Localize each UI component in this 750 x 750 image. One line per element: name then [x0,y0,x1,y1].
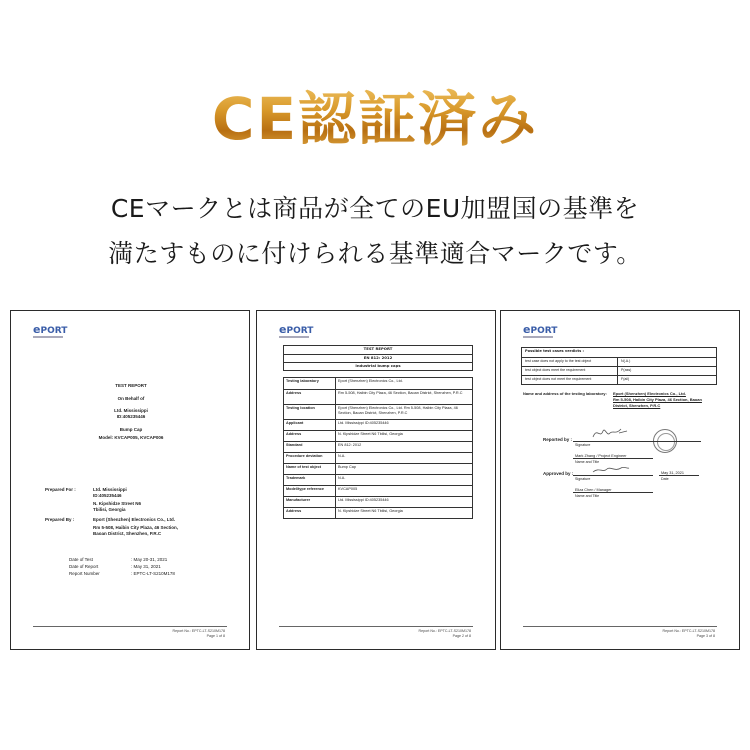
lab-line-2: Rm 5-508, Haibin City Plaza, 46 Section, Baoan [613,397,702,402]
table-row [284,474,472,485]
model-line: Model: KVCAP005, KVCAP006 [98,435,164,440]
report-page-1 [10,310,250,650]
table-row [284,389,472,404]
name-title-label-2: Name and Title [575,494,600,498]
name-title-label: Name and Title [575,460,600,464]
report-page-2 [256,310,496,650]
approved-date: May 31, 2021 [661,471,685,475]
lab-label: Name and address of the testing laboratory: [523,391,607,396]
table-row [284,496,472,507]
date-test-label: Date of Test [69,557,93,562]
verdict-heading: Possible test cases verdicts : [525,349,584,353]
date-report-value: : May 31, 2021 [131,564,161,569]
table-row [284,404,472,419]
prepared-for-1: Ltd. Mississippi [93,487,127,492]
report-header-box [283,345,473,371]
verdict-value: P(ass) [621,368,632,372]
date-test-value: : May 20-31, 2021 [131,557,168,562]
signature-label-2: Signature [575,477,591,481]
row-label: Model/type reference [284,486,336,496]
footer-divider [279,626,473,627]
product-name: Bump Cap [119,427,143,432]
verdict-label: test case does not apply to the test object [522,358,618,366]
row-value: Bump Cap [338,465,356,469]
reporter-name: Mark Zhang / Project Engineer [575,454,627,458]
table-row [284,507,472,518]
page-footer: Report No.: EPTC-LT-S210M178 Page 1 of 8 [172,629,225,638]
report-page-3 [500,310,740,650]
prepared-by-1: Eport (Shenzhen) Electronics Co., Ltd. [93,517,176,522]
report-heading: TEST REPORT [115,383,147,388]
standard-line: EN 812: 2012 [363,355,393,360]
row-label: Name of test object [284,464,336,474]
verdict-row [522,375,716,384]
row-label: Manufacturer [284,497,336,507]
footer-divider [523,626,717,627]
approver-signature [591,463,631,475]
eport-logo: ePORT [523,323,558,336]
verdict-value: N(.A.) [621,359,631,363]
prepared-by-2: Rm 5-508, Haibin City Plaza, 46 Section, [93,525,179,530]
row-value: Rm 5-508, Haibin City Plaza, 46 Section, Baoan District, Shenzhen, P.R.C [338,391,463,395]
reporter-signature [591,425,631,441]
date-report-label: Date of Report [69,564,99,569]
row-label: Address [284,390,336,404]
row-label: Address [284,431,336,441]
org-line-2: ID:405235446 [116,414,146,419]
verdict-row [522,357,716,366]
row-label: Address [284,508,336,518]
page-footer: Report No.: EPTC-LT-S210M178 Page 3 of 8 [662,629,715,638]
lab-line-1: Eport (Shenzhen) Electronics Co., Ltd. [613,391,686,396]
prepared-for-3: N. Kipshidze Street N6 [93,501,142,506]
eport-logo: ePORT [279,323,314,336]
verdicts-table [521,347,717,385]
report-heading: TEST REPORT [363,346,393,351]
row-value: N.A. [338,454,346,458]
row-value: Eport (Shenzhen) Electronics Co., Ltd. Rm 5-508, Haibin City Plaza, 46 Section, Baoan District, Shenzhen, P.R.C [338,406,458,415]
prepared-for-4: Tbilisi, Georgia [93,507,126,512]
report-number-label: Report Number [69,571,100,576]
verdict-row [522,366,716,375]
table-row [284,419,472,430]
table-row [284,430,472,441]
table-row [284,452,472,463]
date-label: Date [661,477,669,481]
verdict-value: F(ail) [621,377,630,381]
reported-by-label: Reported by : [543,437,573,442]
report-details-table [283,377,473,519]
logo-underline [33,336,63,338]
signature-label: Signature [575,443,591,447]
row-label: Testing location [284,405,336,419]
row-value: KVCAP005 [338,487,358,491]
row-value: N. Kipshidze Street N6 Tbilisi, Georgia [338,432,403,436]
row-value: Eport (Shenzhen) Electronics Co., Ltd. [338,379,403,383]
prepared-by-3: Baoan District, Shenzhen, P.R.C [93,531,162,536]
row-label: Testing laboratory [284,378,336,389]
row-label: Trademark [284,475,336,485]
approver-name: Eliza Chen / Manager [575,488,612,492]
verdict-label: test object does meet the requirement [522,367,618,375]
table-row [284,441,472,452]
prepared-for-2: ID:405235446 [93,493,122,498]
logo-underline [279,336,309,338]
org-line-1: Ltd. Mississippi [114,408,148,413]
page-title: CE認証済み [0,72,750,156]
report-number-value: : EPTC-LT-S210M178 [131,571,175,576]
row-label: Applicant [284,420,336,430]
lab-line-3: District, Shenzhen, P.R.C [613,403,661,408]
prepared-for-label: Prepared For : [45,487,76,492]
subtitle-line-1: CEマークとは商品が全てのEU加盟国の基準を [110,194,640,223]
table-row [284,378,472,389]
row-value: EN 812: 2012 [338,443,362,447]
prepared-by-label: Prepared By : [45,517,75,522]
table-row [284,463,472,474]
subtitle-line-2: 満たすものに付けられる基準適合マークです。 [108,239,642,268]
subtitle [0,186,750,276]
logo-underline [523,336,553,338]
table-row [284,485,472,496]
approved-by-label: Approved by : [543,471,574,476]
row-value: Ltd. Mississippi ID:405235446 [338,421,389,425]
row-label: Standard [284,442,336,452]
on-behalf: On Behalf of [117,396,145,401]
signature-line [573,441,701,442]
row-value: N.A. [338,476,346,480]
row-value: N. Kipshidze Street N6 Tbilisi, Georgia [338,509,403,513]
product-line: Industrial bump caps [355,363,401,368]
eport-logo: ePORT [33,323,68,336]
footer-divider [33,626,227,627]
row-value: Ltd. Mississippi ID:405235446 [338,498,389,502]
row-label: Procedure deviation [284,453,336,463]
verdict-label: test object does not meet the requirement [522,376,618,384]
page-footer: Report No.: EPTC-LT-S210M178 Page 2 of 8 [418,629,471,638]
